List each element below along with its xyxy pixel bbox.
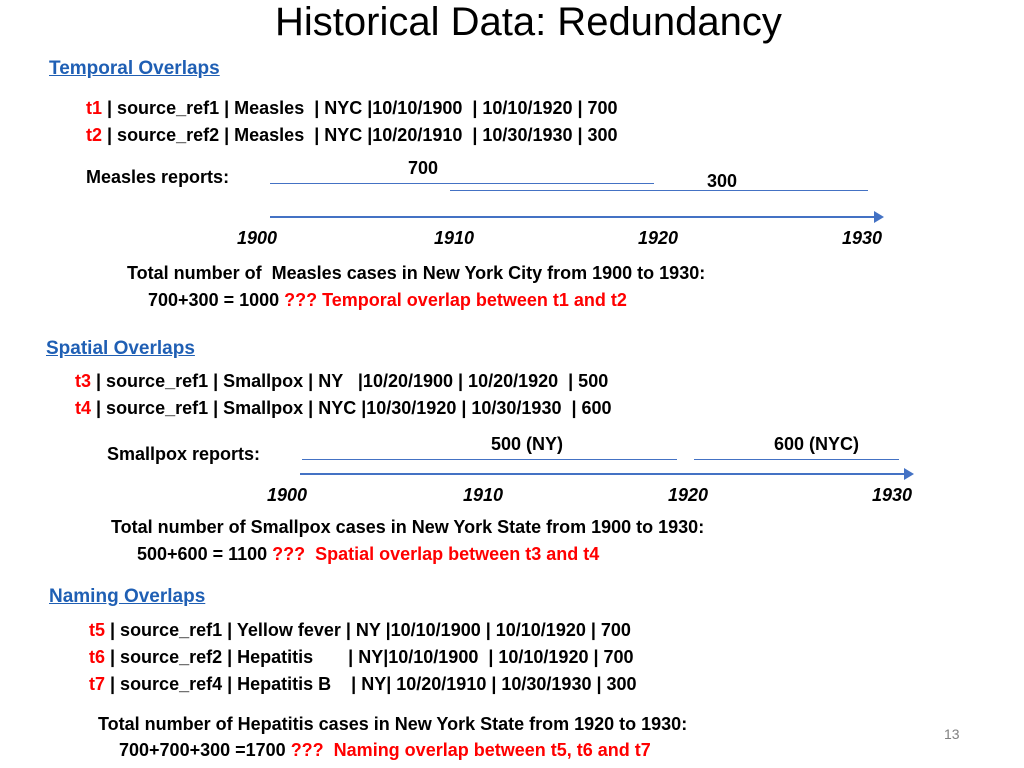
- axis-year-1930: 1930: [872, 485, 913, 505]
- bar-label-600-nyc: 600 (NYC): [774, 434, 860, 454]
- axis-year-1910: 1910: [463, 485, 504, 505]
- record-text: | source_ref1 | Smallpox | NY |10/20/1900 | 10/20/1920 | 500: [91, 371, 609, 391]
- naming-sum: [119, 740, 651, 761]
- record-id: t2: [86, 125, 103, 145]
- record-text: | source_ref1 | Measles | NYC |10/10/1900 | 10/10/1920 | 700: [102, 98, 618, 118]
- smallpox-bar-t3: [302, 459, 677, 460]
- measles-bar-t2: [450, 190, 868, 191]
- axis-year-1900: 1900: [237, 228, 278, 248]
- axis-year-1930: 1930: [842, 228, 883, 248]
- sum-text: 700+300 = 1000: [148, 290, 285, 310]
- record-id: t7: [89, 674, 106, 694]
- temporal-total-line: Total number of Measles cases in New York City from 1900 to 1930:: [127, 263, 706, 283]
- record-id: t1: [86, 98, 103, 118]
- axis-year-1920: 1920: [638, 228, 679, 248]
- record-id: t5: [89, 620, 106, 640]
- smallpox-reports-label: Smallpox reports:: [107, 444, 261, 464]
- axis-year-1900: 1900: [267, 485, 308, 505]
- spatial-total-line: Total number of Smallpox cases in New York State from 1900 to 1930:: [111, 517, 705, 537]
- measles-reports-label: Measles reports:: [86, 167, 230, 187]
- sum-text: 700+700+300 =1700: [119, 740, 291, 760]
- record-t7: [89, 674, 637, 695]
- record-id: t4: [75, 398, 92, 418]
- sum-note: ??? Temporal overlap between t1 and t2: [284, 290, 627, 310]
- record-text: | source_ref2 | Measles | NYC |10/20/1910 | 10/30/1930 | 300: [102, 125, 618, 145]
- record-t4: [75, 398, 612, 419]
- measles-timeline-arrow: [270, 216, 880, 218]
- record-text: | source_ref1 | Smallpox | NYC |10/30/1920 | 10/30/1930 | 600: [91, 398, 612, 418]
- record-text: | source_ref4 | Hepatitis B | NY| 10/20/1910 | 10/30/1930 | 300: [105, 674, 637, 694]
- record-text: | source_ref2 | Hepatitis | NY|10/10/1900 | 10/10/1920 | 700: [105, 647, 634, 667]
- sum-note: ??? Naming overlap between t5, t6 and t7: [290, 740, 651, 760]
- measles-bar-t1: [270, 183, 654, 184]
- axis-year-1910: 1910: [434, 228, 475, 248]
- axis-year-1920: 1920: [668, 485, 709, 505]
- record-id: t3: [75, 371, 92, 391]
- page-number: 13: [944, 726, 960, 742]
- bar-label-300: 300: [707, 171, 738, 191]
- record-text: | source_ref1 | Yellow fever | NY |10/10/1900 | 10/10/1920 | 700: [105, 620, 631, 640]
- sum-text: 500+600 = 1100: [137, 544, 273, 564]
- naming-heading: Naming Overlaps: [49, 586, 206, 607]
- temporal-heading: Temporal Overlaps: [49, 58, 220, 79]
- record-t6: [89, 647, 634, 668]
- record-id: t6: [89, 647, 106, 667]
- spatial-heading: Spatial Overlaps: [46, 338, 195, 359]
- temporal-sum: [148, 290, 627, 311]
- smallpox-bar-t4: [694, 459, 899, 460]
- naming-total-line: Total number of Hepatitis cases in New York State from 1920 to 1930:: [98, 714, 688, 734]
- smallpox-timeline-arrow: [300, 473, 910, 475]
- spatial-sum: [137, 544, 599, 565]
- slide-title: Historical Data: Redundancy: [275, 0, 782, 44]
- bar-label-500-ny: 500 (NY): [491, 434, 564, 454]
- sum-note: ??? Spatial overlap between t3 and t4: [272, 544, 600, 564]
- record-t3: [75, 371, 608, 392]
- record-t2: [86, 125, 618, 146]
- record-t5: [89, 620, 631, 641]
- bar-label-700: 700: [408, 158, 439, 178]
- record-t1: [86, 98, 618, 119]
